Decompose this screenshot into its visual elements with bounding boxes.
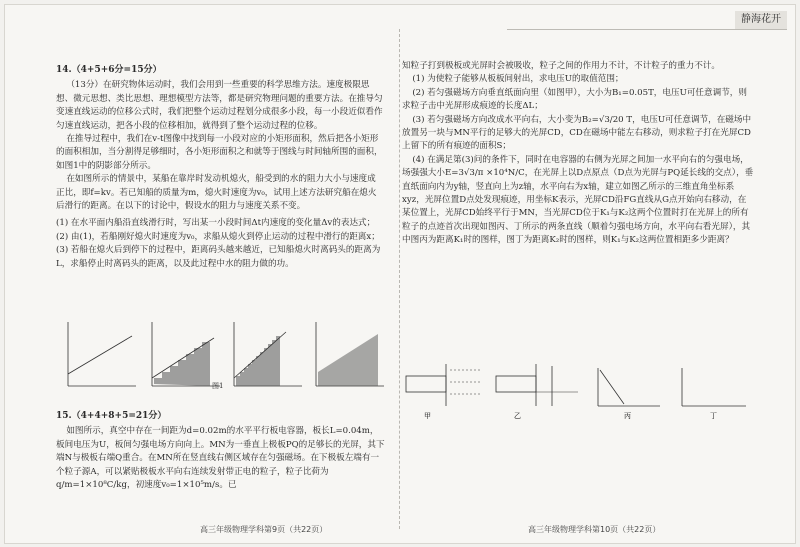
right-item-2: (2) 若匀强磁场方向垂直纸面向里（如图甲），大小为B₁=0.05T，电压U可任意调节，则求粒子击中光屏形成痕迹的长度ΔL； [402,87,747,112]
diagram-jia-label: 甲 [424,412,431,420]
diagram-yi-label: 乙 [514,412,521,420]
footer-right: 高三年级物理学科第10页（共22页） [528,525,661,534]
diagram-bing-label: 丙 [624,412,631,420]
q14-title: 14.（4+5+6分=15分） [56,65,162,75]
q14-item-1: (1) 在水平面内船沿直线滑行时，写出某一小段时间Δt内速度的变化量Δv的表达式； [56,218,376,229]
q15-para-1: 如图所示，真空中存在一间距为d=0.02m的水平平行板电容器，板长L=0.04m，板间电压为U，板间匀强电场方向向上。MN为一垂直上极板PQ的足够长的光屏，其下端N与极板右端Q重合。在MN所在竖直线右侧区域存在匀强磁场。在下极板左端有一个粒子源A，可以紧贴极板水平向右连续发射带正电的粒子，粒子比荷为q/m=1×10⁸C/kg，初速度v₀=1×10⁵m/s。已 [56,426,385,491]
graph-1 [68,322,136,386]
q15-title: 15.（4+4+8+5=21分） [56,411,167,421]
diagram-bing [598,368,660,420]
q14-item-2: (2) 由(1)，若船刚好熄火时速度为v₀，求船从熄火到停止运动的过程中滑行的距离x； [56,231,380,242]
q15-block [56,410,386,492]
q15-diagrams [400,362,760,422]
diagram-yi [496,364,578,420]
right-item-1: (1) 为使粒子能够从板板间射出，求电压U的取值范围； [412,74,624,85]
left-column [56,64,384,271]
graph-4 [316,322,384,386]
q14-para-3: 在如图所示的情景中，某船在靠岸时发动机熄火，船受到的水的阻力大小与速度成正比，即f=kv。若已知船的质量为m，熄火时速度为v₀，试用上述方法研究船在熄火后滑行的距离。在以下的讨论中，假设水的阻力与速度关系不变。 [56,174,377,212]
right-item-3: (3) 若匀强磁场方向改成水平向右，大小变为B₂=√3/20 T，电压U可任意调节，在磁场中放置另一块与MN平行的足够大的光屏CD，CD在磁场中能左右移动，则求粒子打在光屏CD上留下的所有痕迹的面积S； [402,114,752,152]
header-stamp: 静海花开 [735,11,787,29]
diagram-ding-label: 丁 [710,412,717,420]
right-item-4: (4) 在满足第(3)问的条件下，同时在电容器的右侧为光屏之间加一水平向右的匀强电场，场强强大小E=3√3/π ×10⁴N/C，在光屏上以D点原点（D点为光屏与PQ延长线的交点），垂直纸面向内为y轴，竖直向上为z轴，水平向右为x轴，建立如图乙所示的三维直角坐标系xyz，光屏位置D点处发现痕迹，用坐标K表示，光屏CD沿FG直线从G点开始向右移动，在某位置上，光屏CD始终平行于MN，当光屏CD位于K₁与K₂这两个位置时打在光屏上的所有粒子的点迹首次出现如图丙、丁所示的两条直线（顺着匀强电场方向，水平向右看光屏），其中图丙为距离K₁时的图样，图丁为距离K₂时的图样，则K₁与K₂这两位置相距多少距离？ [402,154,754,246]
diagram-jia [406,364,480,420]
footer-left: 高三年级物理学科第9页（共22页） [200,525,328,534]
figure-1-caption: 图1 [212,382,224,390]
q14-figure-row [60,316,390,396]
graph-3 [234,322,302,386]
graph-2 [152,322,220,386]
right-para-1: 知粒子打到极板或光屏时会被吸收，粒子之间的作用力不计，不计粒子的重力不计。 [402,61,720,71]
q14-para-2: 在推导过程中，我们在v-t图像中找到每一小段对应的小矩形面积，然后把各小矩形的面积相加，当分割得足够细时，各小矩形面积之和就等于图线与时间轴所围的面积，如图1中的阴影部分所示。 [56,134,383,171]
page-fold-line [399,29,400,529]
right-column [402,60,754,248]
q14-para-1: （13分）在研究物体运动时，我们会用到一些重要的科学思维方法。速度极限思想、微元思想、类比思想、理想模型方法等，都是研究物理问题的重要方法。在推导匀变速直线运动的位移公式时，我们把整个运动过程划分成很多小段，每一小段近似看作匀速直线运动，把各小段的位移相加，就得到了整个运动过程的位移。 [56,80,383,131]
diagram-ding [682,368,746,420]
q14-item-3: (3) 若船在熄火后到停下的过程中，距离码头越来越近，已知船熄火时离码头的距离为L，求船停止时离码头的距离，以及此过程中水的阻力做的功。 [56,245,381,269]
